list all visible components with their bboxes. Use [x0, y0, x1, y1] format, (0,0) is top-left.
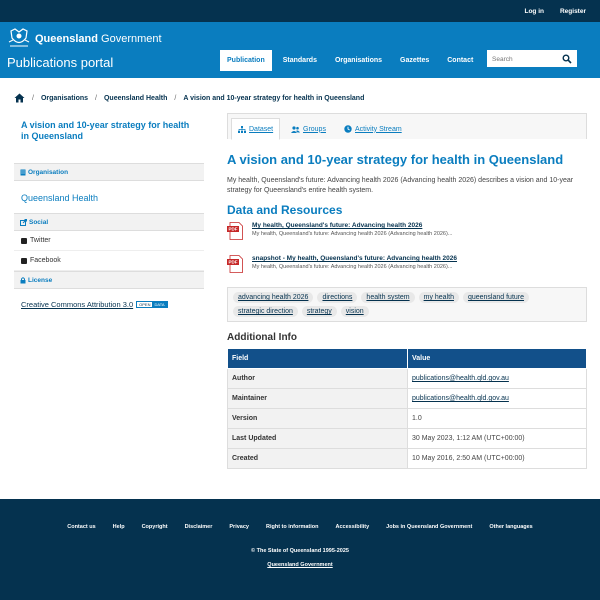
table-row	[228, 369, 587, 389]
tag[interactable]: advancing health 2026	[233, 292, 313, 303]
sidebar	[14, 115, 204, 320]
organisation-label: Organisation	[28, 168, 69, 176]
footer-link[interactable]: Accessibility	[335, 524, 370, 530]
value-cell: 30 May 2023, 1:12 AM (UTC+00:00)	[408, 429, 587, 449]
breadcrumb-organisations[interactable]: Organisations	[40, 94, 89, 102]
users-icon	[291, 126, 300, 133]
organisation-name[interactable]: Queensland Health	[21, 193, 99, 203]
resource-text	[252, 255, 457, 282]
tag[interactable]: queensland future	[463, 292, 529, 303]
breadcrumb	[14, 93, 364, 103]
field-cell: Author	[228, 369, 408, 389]
value-cell: 1.0	[408, 409, 587, 429]
main-content	[227, 113, 587, 469]
copyright-text: © The State of Queensland 1995-2025	[251, 548, 349, 554]
search-box	[487, 50, 577, 67]
table-row	[228, 409, 587, 429]
tag[interactable]: strategy	[302, 306, 337, 317]
social-facebook[interactable]	[14, 251, 204, 271]
resource-name[interactable]: My health, Queensland's future: Advancing health 2026	[252, 222, 423, 229]
breadcrumb-separator: /	[174, 94, 177, 102]
field-cell: Created	[228, 449, 408, 469]
maintainer-email-link[interactable]: publications@health.qld.gov.au	[408, 389, 587, 409]
pdf-file-icon-label: PDF	[228, 259, 238, 265]
footer-link[interactable]: Copyright	[141, 524, 168, 530]
nav-standards[interactable]: Standards	[282, 57, 317, 64]
breadcrumb-current[interactable]: A vision and 10-year strategy for health in Queensland	[183, 94, 365, 102]
qld-crest-icon[interactable]	[7, 28, 31, 48]
breadcrumb-separator: /	[32, 94, 34, 102]
social-heading	[14, 213, 204, 231]
building-icon	[20, 169, 26, 176]
footer-link[interactable]: Other languages	[489, 524, 533, 530]
social-twitter-label: Twitter	[30, 237, 51, 244]
resource-description: My health, Queensland's future: Advancing health 2026 (Advancing health 2026)...	[252, 231, 453, 237]
dataset-description: My health, Queensland's future: Advancing health 2026 (Advancing health 2026) describes a vision and 10-year strategy for Queensland's entire health system.	[227, 177, 574, 194]
footer-link[interactable]: Disclaimer	[184, 524, 213, 530]
license-label: License	[28, 276, 53, 284]
dataset-title: A vision and 10-year strategy for health in Queensland	[227, 152, 564, 167]
government-title[interactable]	[35, 33, 162, 45]
search-icon[interactable]	[562, 54, 572, 64]
footer-link[interactable]: Privacy	[229, 524, 249, 530]
tab-groups[interactable]	[285, 118, 332, 140]
tag[interactable]: my health	[419, 292, 459, 303]
gov-title-bold: Queensland	[35, 33, 98, 45]
nav-contact[interactable]: Contact	[447, 57, 474, 64]
nav-publication[interactable]: Publication	[220, 50, 272, 71]
additional-info-table	[227, 348, 587, 469]
table-row	[228, 389, 587, 409]
tag-list	[227, 287, 587, 322]
twitter-icon	[21, 238, 27, 244]
pdf-file-icon	[227, 222, 245, 240]
facebook-icon	[21, 258, 27, 264]
resource-name[interactable]: snapshot - My health, Queensland's future: Advancing health 2026	[252, 255, 458, 262]
nav-organisations[interactable]: Organisations	[334, 57, 383, 64]
nav-gazettes[interactable]: Gazettes	[400, 57, 430, 64]
queensland-government-link[interactable]: Queensland Government	[267, 562, 333, 568]
organisation-heading	[14, 163, 204, 181]
table-row	[228, 429, 587, 449]
resource-item[interactable]	[227, 222, 587, 249]
footer-link[interactable]: Contact us	[67, 524, 96, 530]
home-icon[interactable]	[14, 93, 25, 103]
field-cell: Version	[228, 409, 408, 429]
pdf-file-icon-label: PDF	[228, 226, 238, 232]
additional-info-heading: Additional Info	[227, 332, 297, 343]
column-header-value: Value	[408, 349, 587, 369]
footer-links	[0, 524, 600, 530]
author-email-link[interactable]: publications@health.qld.gov.au	[408, 369, 587, 389]
tab-activity-stream[interactable]	[338, 118, 408, 140]
footer-link[interactable]: Right to information	[265, 524, 319, 530]
badge-open: OPEN	[139, 302, 151, 307]
resources-heading: Data and Resources	[227, 203, 343, 217]
portal-title[interactable]: Publications portal	[7, 55, 114, 70]
resource-description: My health, Queensland's future: Advancing health 2026 (Advancing health 2026)...	[252, 264, 453, 270]
share-icon	[20, 219, 27, 226]
breadcrumb-separator: /	[95, 94, 97, 102]
tag[interactable]: health system	[361, 292, 414, 303]
sitemap-icon	[238, 126, 246, 133]
tab-groups-label: Groups	[303, 125, 326, 133]
login-link[interactable]: Log in	[524, 7, 544, 15]
social-label: Social	[29, 218, 49, 226]
table-header-row	[228, 349, 587, 369]
license-link[interactable]: Creative Commons Attribution 3.0	[21, 300, 134, 309]
resource-item[interactable]	[227, 255, 587, 282]
site-footer	[0, 499, 600, 600]
tag[interactable]: vision	[341, 306, 369, 317]
top-bar	[0, 0, 600, 22]
sidebar-dataset-title: A vision and 10-year strategy for health in Queensland	[21, 120, 190, 141]
license-heading	[14, 271, 204, 289]
table-row	[228, 449, 587, 469]
badge-data: DATA	[154, 302, 165, 307]
footer-link[interactable]: Help	[112, 524, 125, 530]
field-cell: Maintainer	[228, 389, 408, 409]
tag[interactable]: directions	[317, 292, 357, 303]
main-nav	[220, 50, 480, 71]
license-info	[14, 289, 204, 320]
tab-activity-label: Activity Stream	[355, 125, 402, 133]
value-cell: 10 May 2016, 2:50 AM (UTC+00:00)	[408, 449, 587, 469]
open-data-badge[interactable]	[136, 301, 167, 308]
breadcrumb-queensland-health[interactable]: Queensland Health	[103, 94, 168, 102]
dataset-tabs	[227, 113, 587, 139]
search-input[interactable]	[492, 53, 560, 65]
tag[interactable]: strategic direction	[233, 306, 298, 317]
pdf-file-icon	[227, 255, 245, 273]
register-link[interactable]: Register	[559, 7, 586, 15]
column-header-field: Field	[228, 349, 408, 369]
lock-icon	[20, 277, 26, 284]
field-cell: Last Updated	[228, 429, 408, 449]
site-header	[0, 22, 600, 78]
gov-title-rest: Government	[97, 33, 162, 45]
footer-link[interactable]: Jobs in Queensland Government	[386, 524, 473, 530]
social-facebook-label: Facebook	[30, 257, 61, 264]
resource-text	[252, 222, 452, 249]
tab-dataset[interactable]	[231, 118, 280, 140]
clock-icon	[344, 125, 352, 133]
social-twitter[interactable]	[14, 231, 204, 251]
tab-dataset-label: Dataset	[249, 125, 274, 133]
